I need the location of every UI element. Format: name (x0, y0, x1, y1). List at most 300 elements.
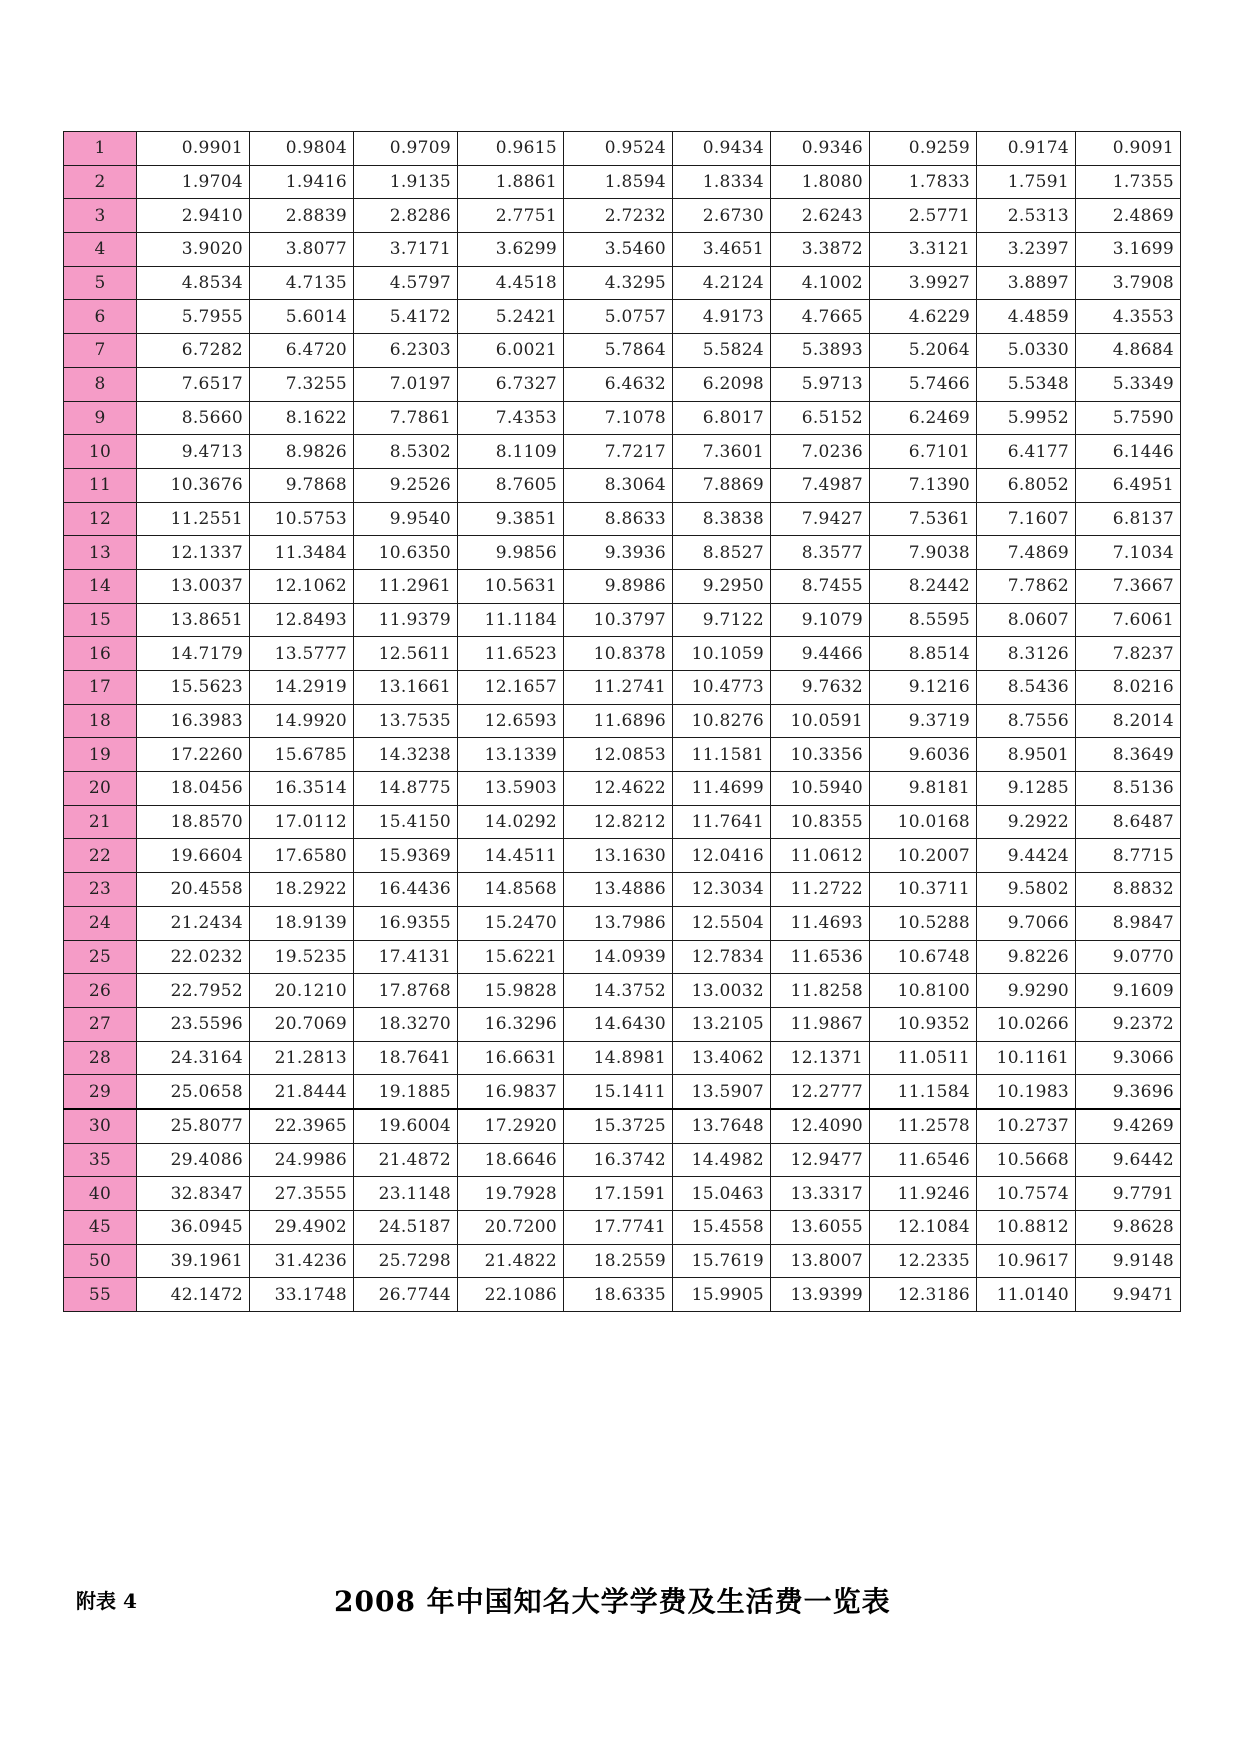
annuity-factor-table (63, 131, 1181, 1312)
value-cell: 25.8077 (137, 1109, 250, 1143)
value-cell: 2.8839 (250, 199, 354, 233)
value-cell: 15.6221 (458, 940, 564, 974)
value-cell: 6.0021 (458, 334, 564, 368)
value-cell: 10.0591 (771, 704, 870, 738)
value-cell: 7.3255 (250, 367, 354, 401)
value-cell: 10.5668 (977, 1143, 1076, 1177)
value-cell: 5.3349 (1076, 367, 1181, 401)
value-cell: 21.2813 (250, 1041, 354, 1075)
value-cell: 7.7861 (354, 401, 458, 435)
value-cell: 1.8861 (458, 165, 564, 199)
value-cell: 7.6517 (137, 367, 250, 401)
value-cell: 18.3270 (354, 1007, 458, 1041)
table-row (64, 1211, 1181, 1245)
value-cell: 24.3164 (137, 1041, 250, 1075)
value-cell: 17.2260 (137, 738, 250, 772)
value-cell: 13.9399 (771, 1278, 870, 1312)
value-cell: 10.9352 (870, 1007, 977, 1041)
table-row (64, 1143, 1181, 1177)
value-cell: 5.2421 (458, 300, 564, 334)
value-cell: 5.4172 (354, 300, 458, 334)
value-cell: 9.2372 (1076, 1007, 1181, 1041)
value-cell: 9.4269 (1076, 1109, 1181, 1143)
value-cell: 2.6730 (673, 199, 771, 233)
value-cell: 14.6430 (564, 1007, 673, 1041)
value-cell: 8.8527 (673, 536, 771, 570)
value-cell: 8.5136 (1076, 772, 1181, 806)
value-cell: 6.7101 (870, 435, 977, 469)
value-cell: 10.0266 (977, 1007, 1076, 1041)
period-cell: 12 (64, 502, 137, 536)
value-cell: 13.1661 (354, 671, 458, 705)
value-cell: 9.8226 (977, 940, 1076, 974)
value-cell: 9.3719 (870, 704, 977, 738)
value-cell: 12.7834 (673, 940, 771, 974)
value-cell: 10.4773 (673, 671, 771, 705)
value-cell: 11.6536 (771, 940, 870, 974)
value-cell: 12.1371 (771, 1041, 870, 1075)
value-cell: 21.8444 (250, 1075, 354, 1109)
value-cell: 7.9427 (771, 502, 870, 536)
value-cell: 1.8080 (771, 165, 870, 199)
value-cell: 15.2470 (458, 906, 564, 940)
value-cell: 11.6523 (458, 637, 564, 671)
value-cell: 5.5824 (673, 334, 771, 368)
period-cell: 24 (64, 906, 137, 940)
table-row (64, 435, 1181, 469)
table-row (64, 401, 1181, 435)
value-cell: 11.6896 (564, 704, 673, 738)
value-cell: 16.4436 (354, 873, 458, 907)
value-cell: 10.3356 (771, 738, 870, 772)
value-cell: 12.1062 (250, 569, 354, 603)
value-cell: 7.8869 (673, 468, 771, 502)
value-cell: 8.3649 (1076, 738, 1181, 772)
value-cell: 1.9135 (354, 165, 458, 199)
value-cell: 14.0292 (458, 805, 564, 839)
value-cell: 11.4693 (771, 906, 870, 940)
value-cell: 14.4982 (673, 1143, 771, 1177)
value-cell: 0.9434 (673, 132, 771, 166)
period-cell: 16 (64, 637, 137, 671)
value-cell: 16.3514 (250, 772, 354, 806)
table-row (64, 502, 1181, 536)
value-cell: 8.7556 (977, 704, 1076, 738)
value-cell: 6.4177 (977, 435, 1076, 469)
page-title: 2008 年中国知名大学学费及生活费一览表 (334, 1585, 891, 1618)
table-row (64, 536, 1181, 570)
value-cell: 15.4558 (673, 1211, 771, 1245)
value-cell: 12.5611 (354, 637, 458, 671)
table-row (64, 1041, 1181, 1075)
value-cell: 9.2922 (977, 805, 1076, 839)
period-cell: 28 (64, 1041, 137, 1075)
period-cell: 14 (64, 569, 137, 603)
value-cell: 14.3752 (564, 974, 673, 1008)
value-cell: 12.9477 (771, 1143, 870, 1177)
value-cell: 15.4150 (354, 805, 458, 839)
value-cell: 7.1390 (870, 468, 977, 502)
value-cell: 9.7066 (977, 906, 1076, 940)
value-cell: 13.7648 (673, 1109, 771, 1143)
value-cell: 11.9867 (771, 1007, 870, 1041)
value-cell: 6.4720 (250, 334, 354, 368)
value-cell: 21.4872 (354, 1143, 458, 1177)
value-cell: 7.0197 (354, 367, 458, 401)
value-cell: 6.2098 (673, 367, 771, 401)
value-cell: 7.4353 (458, 401, 564, 435)
value-cell: 16.3742 (564, 1143, 673, 1177)
value-cell: 13.6055 (771, 1211, 870, 1245)
value-cell: 5.9713 (771, 367, 870, 401)
value-cell: 25.7298 (354, 1244, 458, 1278)
value-cell: 9.4713 (137, 435, 250, 469)
value-cell: 12.1084 (870, 1211, 977, 1245)
value-cell: 12.1337 (137, 536, 250, 570)
value-cell: 9.5802 (977, 873, 1076, 907)
value-cell: 10.3797 (564, 603, 673, 637)
value-cell: 7.1607 (977, 502, 1076, 536)
value-cell: 17.2920 (458, 1109, 564, 1143)
value-cell: 3.8897 (977, 266, 1076, 300)
value-cell: 9.1609 (1076, 974, 1181, 1008)
value-cell: 12.0416 (673, 839, 771, 873)
value-cell: 11.9246 (870, 1177, 977, 1211)
value-cell: 14.0939 (564, 940, 673, 974)
value-cell: 11.0140 (977, 1278, 1076, 1312)
value-cell: 10.5288 (870, 906, 977, 940)
value-cell: 5.0330 (977, 334, 1076, 368)
value-cell: 14.4511 (458, 839, 564, 873)
value-cell: 9.7632 (771, 671, 870, 705)
table-row (64, 772, 1181, 806)
value-cell: 9.7791 (1076, 1177, 1181, 1211)
value-cell: 13.7986 (564, 906, 673, 940)
period-cell: 23 (64, 873, 137, 907)
value-cell: 3.4651 (673, 233, 771, 267)
value-cell: 0.9091 (1076, 132, 1181, 166)
value-cell: 11.2578 (870, 1109, 977, 1143)
value-cell: 14.8568 (458, 873, 564, 907)
value-cell: 15.9828 (458, 974, 564, 1008)
value-cell: 2.7751 (458, 199, 564, 233)
period-cell: 1 (64, 132, 137, 166)
value-cell: 7.4869 (977, 536, 1076, 570)
value-cell: 8.5595 (870, 603, 977, 637)
value-cell: 6.7282 (137, 334, 250, 368)
value-cell: 8.8832 (1076, 873, 1181, 907)
value-cell: 8.7455 (771, 569, 870, 603)
value-cell: 8.3838 (673, 502, 771, 536)
value-cell: 8.8514 (870, 637, 977, 671)
table-row (64, 367, 1181, 401)
value-cell: 10.6748 (870, 940, 977, 974)
value-cell: 10.1161 (977, 1041, 1076, 1075)
value-cell: 9.9856 (458, 536, 564, 570)
value-cell: 0.9524 (564, 132, 673, 166)
table-row (64, 1278, 1181, 1312)
value-cell: 16.9837 (458, 1075, 564, 1109)
value-cell: 12.6593 (458, 704, 564, 738)
value-cell: 8.9826 (250, 435, 354, 469)
value-cell: 10.8378 (564, 637, 673, 671)
value-cell: 3.1699 (1076, 233, 1181, 267)
period-cell: 10 (64, 435, 137, 469)
value-cell: 19.6604 (137, 839, 250, 873)
value-cell: 7.8237 (1076, 637, 1181, 671)
value-cell: 18.2922 (250, 873, 354, 907)
value-cell: 7.7217 (564, 435, 673, 469)
period-cell: 17 (64, 671, 137, 705)
period-cell: 35 (64, 1143, 137, 1177)
table-row (64, 1109, 1181, 1143)
value-cell: 5.9952 (977, 401, 1076, 435)
period-cell: 9 (64, 401, 137, 435)
value-cell: 4.8534 (137, 266, 250, 300)
value-cell: 9.2526 (354, 468, 458, 502)
value-cell: 11.4699 (673, 772, 771, 806)
period-cell: 50 (64, 1244, 137, 1278)
value-cell: 9.9471 (1076, 1278, 1181, 1312)
period-cell: 5 (64, 266, 137, 300)
value-cell: 15.7619 (673, 1244, 771, 1278)
value-cell: 5.3893 (771, 334, 870, 368)
value-cell: 3.9020 (137, 233, 250, 267)
period-cell: 26 (64, 974, 137, 1008)
table-row (64, 603, 1181, 637)
value-cell: 13.7535 (354, 704, 458, 738)
value-cell: 19.1885 (354, 1075, 458, 1109)
value-cell: 6.2469 (870, 401, 977, 435)
value-cell: 6.4951 (1076, 468, 1181, 502)
value-cell: 4.4518 (458, 266, 564, 300)
value-cell: 33.1748 (250, 1278, 354, 1312)
value-cell: 4.9173 (673, 300, 771, 334)
value-cell: 10.1059 (673, 637, 771, 671)
value-cell: 15.5623 (137, 671, 250, 705)
value-cell: 2.5313 (977, 199, 1076, 233)
value-cell: 9.4466 (771, 637, 870, 671)
value-cell: 8.6487 (1076, 805, 1181, 839)
period-cell: 19 (64, 738, 137, 772)
value-cell: 3.2397 (977, 233, 1076, 267)
value-cell: 9.1216 (870, 671, 977, 705)
value-cell: 22.3965 (250, 1109, 354, 1143)
value-cell: 4.1002 (771, 266, 870, 300)
table-row (64, 233, 1181, 267)
period-cell: 7 (64, 334, 137, 368)
value-cell: 2.4869 (1076, 199, 1181, 233)
value-cell: 13.3317 (771, 1177, 870, 1211)
value-cell: 12.0853 (564, 738, 673, 772)
value-cell: 15.6785 (250, 738, 354, 772)
value-cell: 7.1078 (564, 401, 673, 435)
value-cell: 18.0456 (137, 772, 250, 806)
value-cell: 17.1591 (564, 1177, 673, 1211)
value-cell: 9.8628 (1076, 1211, 1181, 1245)
value-cell: 18.6335 (564, 1278, 673, 1312)
value-cell: 10.9617 (977, 1244, 1076, 1278)
appendix-label: 附表 4 (76, 1589, 137, 1613)
table-row (64, 132, 1181, 166)
value-cell: 0.9259 (870, 132, 977, 166)
value-cell: 10.2007 (870, 839, 977, 873)
value-cell: 16.9355 (354, 906, 458, 940)
value-cell: 4.6229 (870, 300, 977, 334)
value-cell: 15.9369 (354, 839, 458, 873)
value-cell: 9.8986 (564, 569, 673, 603)
value-cell: 13.1339 (458, 738, 564, 772)
value-cell: 1.7355 (1076, 165, 1181, 199)
value-cell: 13.8007 (771, 1244, 870, 1278)
value-cell: 5.0757 (564, 300, 673, 334)
period-cell: 22 (64, 839, 137, 873)
value-cell: 6.4632 (564, 367, 673, 401)
value-cell: 6.8137 (1076, 502, 1181, 536)
value-cell: 5.5348 (977, 367, 1076, 401)
table-row (64, 1244, 1181, 1278)
value-cell: 11.0612 (771, 839, 870, 873)
value-cell: 11.6546 (870, 1143, 977, 1177)
value-cell: 18.8570 (137, 805, 250, 839)
value-cell: 20.1210 (250, 974, 354, 1008)
value-cell: 18.6646 (458, 1143, 564, 1177)
value-cell: 11.2551 (137, 502, 250, 536)
value-cell: 2.9410 (137, 199, 250, 233)
value-cell: 14.7179 (137, 637, 250, 671)
period-cell: 40 (64, 1177, 137, 1211)
value-cell: 7.3667 (1076, 569, 1181, 603)
value-cell: 12.3186 (870, 1278, 977, 1312)
value-cell: 8.5436 (977, 671, 1076, 705)
value-cell: 14.9920 (250, 704, 354, 738)
value-cell: 9.9148 (1076, 1244, 1181, 1278)
value-cell: 13.1630 (564, 839, 673, 873)
value-cell: 11.2722 (771, 873, 870, 907)
table-row (64, 738, 1181, 772)
period-cell: 8 (64, 367, 137, 401)
table-body (64, 132, 1181, 1312)
value-cell: 9.3696 (1076, 1075, 1181, 1109)
value-cell: 26.7744 (354, 1278, 458, 1312)
value-cell: 11.9379 (354, 603, 458, 637)
value-cell: 13.4886 (564, 873, 673, 907)
value-cell: 14.2919 (250, 671, 354, 705)
value-cell: 0.9615 (458, 132, 564, 166)
value-cell: 3.7908 (1076, 266, 1181, 300)
value-cell: 10.8355 (771, 805, 870, 839)
value-cell: 22.0232 (137, 940, 250, 974)
value-cell: 8.9501 (977, 738, 1076, 772)
value-cell: 19.5235 (250, 940, 354, 974)
value-cell: 12.5504 (673, 906, 771, 940)
value-cell: 10.7574 (977, 1177, 1076, 1211)
value-cell: 27.3555 (250, 1177, 354, 1211)
value-cell: 7.3601 (673, 435, 771, 469)
period-cell: 11 (64, 468, 137, 502)
value-cell: 17.8768 (354, 974, 458, 1008)
table-row (64, 199, 1181, 233)
value-cell: 22.1086 (458, 1278, 564, 1312)
value-cell: 13.0032 (673, 974, 771, 1008)
value-cell: 11.2741 (564, 671, 673, 705)
value-cell: 6.2303 (354, 334, 458, 368)
value-cell: 18.9139 (250, 906, 354, 940)
value-cell: 1.7833 (870, 165, 977, 199)
value-cell: 12.3034 (673, 873, 771, 907)
value-cell: 12.4090 (771, 1109, 870, 1143)
value-cell: 2.6243 (771, 199, 870, 233)
value-cell: 11.7641 (673, 805, 771, 839)
value-cell: 5.7466 (870, 367, 977, 401)
value-cell: 9.3851 (458, 502, 564, 536)
value-cell: 31.4236 (250, 1244, 354, 1278)
value-cell: 1.8594 (564, 165, 673, 199)
value-cell: 29.4902 (250, 1211, 354, 1245)
value-cell: 21.4822 (458, 1244, 564, 1278)
value-cell: 13.8651 (137, 603, 250, 637)
value-cell: 19.6004 (354, 1109, 458, 1143)
value-cell: 9.3066 (1076, 1041, 1181, 1075)
value-cell: 11.0511 (870, 1041, 977, 1075)
value-cell: 11.3484 (250, 536, 354, 570)
value-cell: 1.7591 (977, 165, 1076, 199)
period-cell: 29 (64, 1075, 137, 1109)
value-cell: 9.6442 (1076, 1143, 1181, 1177)
table-row (64, 805, 1181, 839)
value-cell: 16.3296 (458, 1007, 564, 1041)
value-cell: 39.1961 (137, 1244, 250, 1278)
period-cell: 15 (64, 603, 137, 637)
value-cell: 7.0236 (771, 435, 870, 469)
value-cell: 36.0945 (137, 1211, 250, 1245)
value-cell: 8.2014 (1076, 704, 1181, 738)
value-cell: 11.1581 (673, 738, 771, 772)
period-cell: 30 (64, 1109, 137, 1143)
value-cell: 12.8212 (564, 805, 673, 839)
value-cell: 9.1079 (771, 603, 870, 637)
value-cell: 13.5907 (673, 1075, 771, 1109)
value-cell: 3.6299 (458, 233, 564, 267)
value-cell: 4.7135 (250, 266, 354, 300)
period-cell: 18 (64, 704, 137, 738)
value-cell: 3.7171 (354, 233, 458, 267)
value-cell: 10.6350 (354, 536, 458, 570)
table-row (64, 637, 1181, 671)
value-cell: 2.5771 (870, 199, 977, 233)
value-cell: 18.7641 (354, 1041, 458, 1075)
value-cell: 17.0112 (250, 805, 354, 839)
value-cell: 19.7928 (458, 1177, 564, 1211)
value-cell: 4.3553 (1076, 300, 1181, 334)
value-cell: 1.9416 (250, 165, 354, 199)
period-cell: 25 (64, 940, 137, 974)
period-cell: 3 (64, 199, 137, 233)
value-cell: 9.0770 (1076, 940, 1181, 974)
value-cell: 20.7069 (250, 1007, 354, 1041)
period-cell: 55 (64, 1278, 137, 1312)
table-row (64, 165, 1181, 199)
value-cell: 10.0168 (870, 805, 977, 839)
value-cell: 10.8812 (977, 1211, 1076, 1245)
value-cell: 15.1411 (564, 1075, 673, 1109)
value-cell: 6.8017 (673, 401, 771, 435)
value-cell: 8.0216 (1076, 671, 1181, 705)
value-cell: 8.3064 (564, 468, 673, 502)
value-cell: 5.2064 (870, 334, 977, 368)
value-cell: 9.9540 (354, 502, 458, 536)
value-cell: 18.2559 (564, 1244, 673, 1278)
